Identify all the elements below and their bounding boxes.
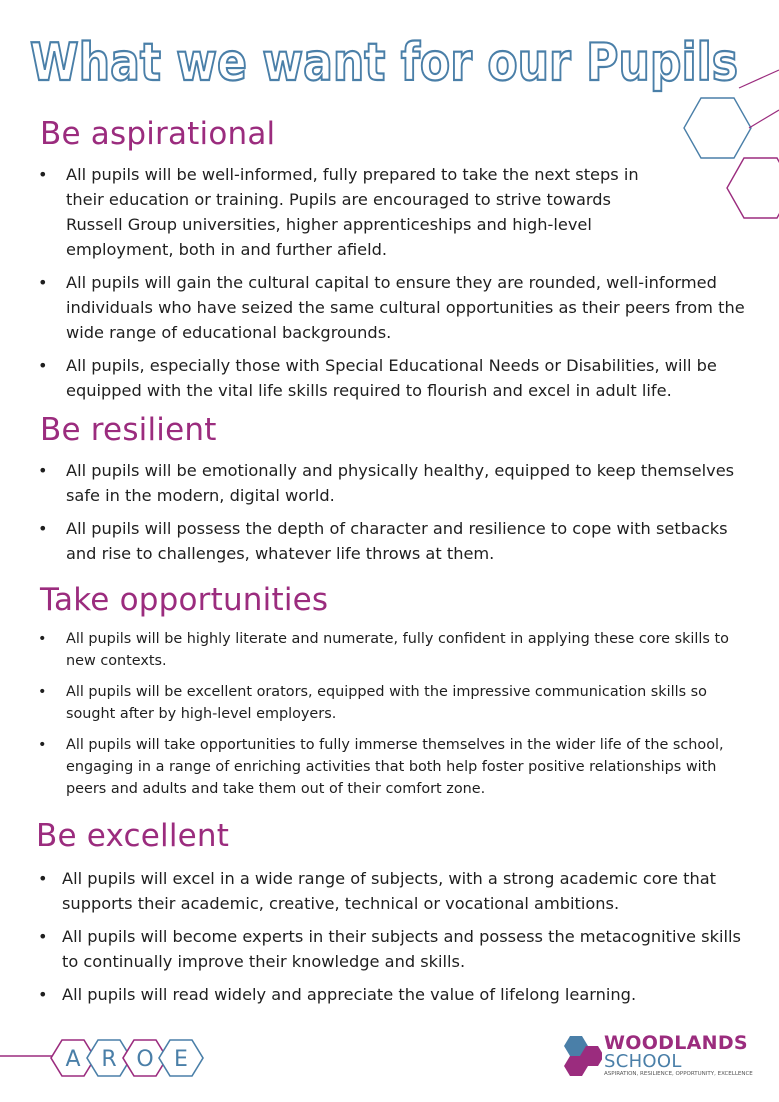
section-take-opportunities <box>0 582 779 800</box>
aroe-letter: A <box>65 1047 81 1072</box>
section-be-aspirational <box>0 116 779 403</box>
list-item: • All pupils will become experts in their subjects and possess the metacognitive skills to continually improve their knowledge and skills. <box>0 924 779 974</box>
list-item: • All pupils will possess the depth of character and resilience to cope with setbacks and rise to challenges, whatever life throws at them. <box>0 516 779 566</box>
list-item: • All pupils will be highly literate and numerate, fully confident in applying these core skills to new contexts. <box>0 628 779 672</box>
section-be-resilient <box>0 412 779 566</box>
page-title-text: What we want for our Pupils <box>30 33 738 93</box>
list-item: • All pupils will be emotionally and physically healthy, equipped to keep themselves safe in the modern, digital world. <box>0 458 779 508</box>
aroe-letter: E <box>174 1047 188 1072</box>
list-item: • All pupils will gain the cultural capital to ensure they are rounded, well-informed individuals who have seized the same cultural opportunities as their peers from the wide range of educational backgrounds. <box>0 270 779 345</box>
aroe-letter: R <box>101 1047 117 1072</box>
list-item: • All pupils will read widely and appreciate the value of lifelong learning. <box>0 982 779 1007</box>
aroe-logo <box>0 1030 230 1090</box>
hexagon-logo-icon <box>560 1034 602 1080</box>
section-heading: Be aspirational <box>40 116 276 152</box>
logo-tagline: ASPIRATION, RESILIENCE, OPPORTUNITY, EXCELLENCE <box>604 1071 753 1077</box>
logo-name-line1: WOODLANDS <box>604 1032 748 1054</box>
section-heading: Be excellent <box>36 818 230 854</box>
aroe-letter: O <box>136 1047 154 1072</box>
list-item: • All pupils, especially those with Special Educational Needs or Disabilities, will be equipped with the vital life skills required to flourish and excel in adult life. <box>0 353 779 403</box>
section-heading: Take opportunities <box>40 582 329 618</box>
school-logo <box>560 1032 770 1082</box>
list-item: • All pupils will be excellent orators, equipped with the impressive communication skills so sought after by high-level employers. <box>0 681 779 725</box>
logo-name-line2: SCHOOL <box>604 1051 682 1072</box>
section-heading: Be resilient <box>40 412 217 448</box>
list-item: • All pupils will be well-informed, fully prepared to take the next steps in their education or training. Pupils are encouraged to strive towards Russell Group universities, higher apprenticeships and high-level employment, both in and further afield. <box>0 162 779 262</box>
page-title <box>30 18 750 98</box>
list-item: • All pupils will excel in a wide range of subjects, with a strong academic core that supports their academic, creative, technical or vocational ambitions. <box>0 866 779 916</box>
list-item: • All pupils will take opportunities to fully immerse themselves in the wider life of the school, engaging in a range of enriching activities that both help foster positive relationships with peers and adults and take them out of their comfort zone. <box>0 734 779 800</box>
section-be-excellent <box>0 818 779 1007</box>
